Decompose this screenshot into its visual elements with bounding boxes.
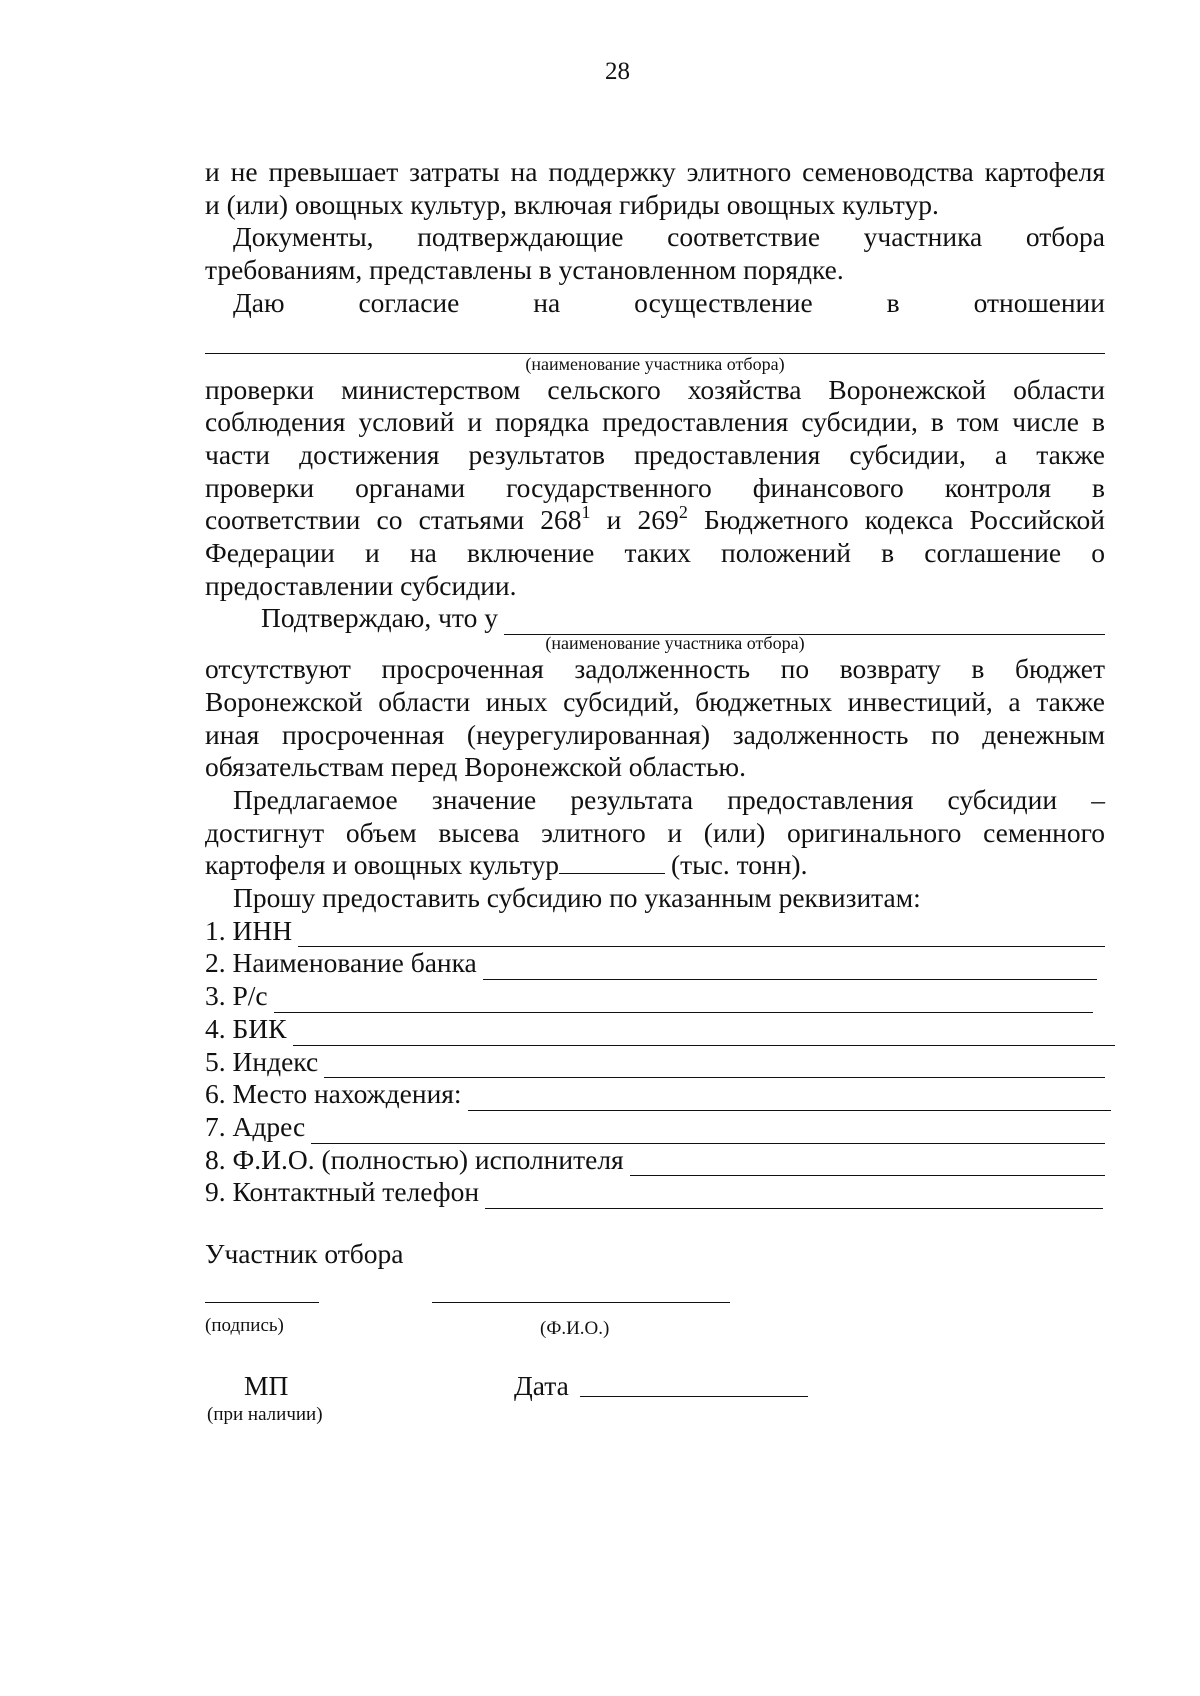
confirm-line — [205, 602, 1105, 635]
requisite-location — [205, 1078, 1111, 1111]
text-run: соответствии со статьями 268 — [205, 504, 582, 536]
requisite-address — [205, 1111, 1105, 1144]
paragraph-line: и (или) овощных культур, включая гибриды овощных культур. — [205, 188, 939, 220]
requisite-label: 8. Ф.И.О. (полностью) исполнителя — [205, 1143, 624, 1175]
document-body — [205, 156, 1105, 1209]
full-name-caption: (Ф.И.О.) — [540, 1318, 610, 1339]
requisite-label: 9. Контактный телефон — [205, 1176, 480, 1208]
field-caption: (наименование участника отбора) — [545, 633, 805, 654]
inn-field[interactable] — [298, 922, 1105, 947]
requisite-label: 7. Адрес — [205, 1110, 306, 1142]
paragraph-line: Воронежской области иных субсидий, бюджетных инвестиций, а также — [205, 685, 1105, 717]
participant-label: Участник отбора — [205, 1238, 404, 1269]
requisite-account — [205, 980, 1093, 1013]
bank-name-field[interactable] — [483, 955, 1097, 980]
executor-name-field[interactable] — [630, 1151, 1105, 1176]
paragraph-line: достигнут объем высева элитного и (или) оригинального семенного — [205, 816, 1105, 848]
full-name-field[interactable] — [432, 1302, 730, 1303]
paragraph-line: и не превышает затраты на поддержку элитного семеноводства картофеля — [205, 156, 1105, 187]
requisite-phone — [205, 1176, 1103, 1209]
paragraph-line: проверки министерством сельского хозяйства Воронежской области — [205, 373, 1105, 405]
stamp-note: (при наличии) — [207, 1404, 323, 1425]
index-field[interactable] — [324, 1053, 1105, 1078]
phone-field[interactable] — [485, 1184, 1103, 1209]
superscript: 1 — [581, 502, 591, 523]
date-field[interactable] — [580, 1396, 808, 1397]
paragraph-line: Прошу предоставить субсидию по указанным реквизитам: — [233, 882, 921, 914]
requisite-label: 2. Наименование банка — [205, 947, 477, 979]
signature-caption: (подпись) — [205, 1315, 284, 1336]
requisites-list — [205, 915, 1105, 1209]
paragraph-line: предоставлении субсидии. — [205, 569, 517, 601]
requisite-label: 5. Индекс — [205, 1045, 319, 1077]
result-value-field[interactable] — [559, 851, 665, 874]
text-run: и 269 — [590, 504, 679, 536]
address-field[interactable] — [311, 1119, 1105, 1144]
paragraph-line: Документы, подтверждающие соответствие участника отбора — [233, 221, 1105, 253]
requisite-label: 3. Р/с — [205, 980, 268, 1012]
requisite-inn — [205, 915, 1105, 948]
text-run: (тыс. тонн). — [670, 849, 808, 881]
location-field[interactable] — [468, 1086, 1111, 1111]
paragraph-line: требованиям, представлены в установленном порядке. — [205, 254, 844, 286]
confirm-label: Подтверждаю, что у — [261, 602, 498, 634]
superscript: 2 — [678, 502, 688, 523]
bik-field[interactable] — [293, 1021, 1116, 1046]
paragraph-line: иная просроченная (неурегулированная) задолженность по денежным — [205, 718, 1105, 750]
paragraph-line: обязательствам перед Воронежской областью. — [205, 751, 746, 783]
date-label: Дата — [514, 1370, 569, 1401]
text-run: картофеля и овощных культур — [205, 849, 559, 881]
stamp-label: МП — [244, 1370, 289, 1401]
paragraph-line — [205, 849, 1105, 882]
page-number: 28 — [605, 58, 630, 85]
signature-field[interactable] — [205, 1302, 319, 1303]
requisite-bik — [205, 1013, 1115, 1046]
requisite-index — [205, 1046, 1105, 1079]
paragraph-line: Даю согласие на осуществление в отношении — [233, 286, 1105, 318]
paragraph-line — [205, 504, 1105, 537]
text-run: Бюджетного кодекса Российской — [687, 504, 1105, 536]
participant-name-field[interactable] — [205, 320, 1105, 356]
requisite-executor — [205, 1144, 1105, 1177]
requisite-bank — [205, 947, 1097, 980]
account-field[interactable] — [274, 988, 1093, 1013]
participant-name-field-2[interactable] — [504, 610, 1105, 635]
paragraph-line: соблюдения условий и порядка предоставления субсидии, в том числе в — [205, 406, 1105, 438]
paragraph-line: Федерации и на включение таких положений в соглашение о — [205, 537, 1105, 569]
field-caption: (наименование участника отбора) — [525, 353, 785, 374]
paragraph-line: проверки органами государственного финансового контроля в — [205, 471, 1105, 503]
requisite-label: 1. ИНН — [205, 914, 293, 946]
paragraph-line: Предлагаемое значение результата предоставления субсидии – — [233, 783, 1105, 815]
paragraph-line: отсутствуют просроченная задолженность по возврату в бюджет — [205, 653, 1105, 685]
requisite-label: 4. БИК — [205, 1012, 287, 1044]
paragraph-line: части достижения результатов предоставления субсидии, а также — [205, 438, 1105, 470]
requisite-label: 6. Место нахождения: — [205, 1078, 462, 1110]
